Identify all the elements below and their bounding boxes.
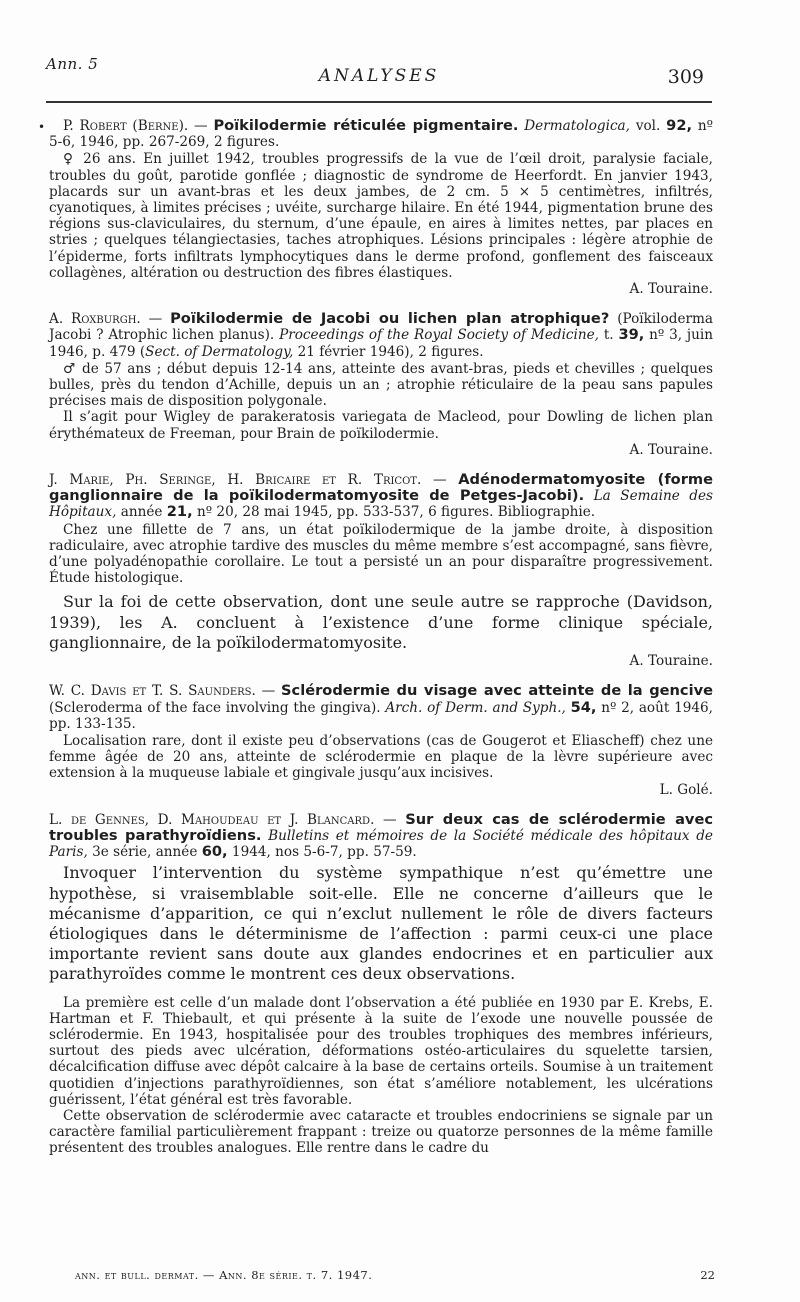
entry-heading: J. Marie, Ph. Seringe, H. Bricaire et R. Tricot. — Adénodermatomyosite (forme ganglionnaire de la poïkilodermatomyosite de Petges-Jacobi). La Semaine des Hôpitaux, année 21, nº 20, 28 mai 1945, pp. 533-537, 6 figures. Bibliographie. [49,471,714,521]
page-number: 309 [667,66,704,88]
entry-signature: A. Touraine. [629,281,713,298]
entry-authors: P. Robert (Berne). [63,118,189,134]
entry-source: Arch. of Derm. and Syph., [385,699,566,716]
entry-volume: 39, [618,326,645,344]
margin-mark: • [38,120,46,134]
abstract-entry [49,118,713,297]
entry-paragraph: La première est celle d’un malade dont l’observation a été publiée en 1930 par E. Krebs, E. Hartman et F. Thiebault, et qui présente à la suite de l’exode une nouvelle poussée de sclérodermie. En 1943, hospitalisée pour des troubles trophiques des membres inférieurs, surtout des pieds avec ulcération, déformations ostéo-articulaires du squelette tarsien, décalcification diffuse avec dépôt calcaire à la base de certains orteils. Soumise à un traitement quotidien d’injections parathyroïdiennes, son état s’améliore notablement, les ulcérations guérissent, l’état général est très favorable. [49,994,713,1108]
entry-source: Proceedings of the Royal Society of Medicine, [279,327,600,344]
entry-ref-pre: t. [603,327,614,344]
entry-ref-pre: 3e série, année [92,844,198,861]
entry-source: Dermatologica, [524,118,630,134]
entry-source: La Semaine des Hôpitaux, [49,488,713,521]
entry-heading: L. de Gennes, D. Mahoudeau et J. Blancard. — Sur deux cas de sclérodermie avec troubles parathyroïdiens. Bulletins et mémoires de la Société médicale des hôpitaux de Paris, 3e série, année 60, 1944, nos 5-6-7, pp. 57-59. [49,810,713,861]
entry-authors: A. Roxburgh. [49,311,141,328]
entry-volume: 21, [166,503,193,521]
abstract-entry [49,311,713,458]
entry-ref: 1944, nos 5-6-7, pp. 57-59. [231,844,417,861]
abstract-entry [49,472,713,669]
entry-ref: nº 3, juin 1946, p. 479 ( [49,327,713,360]
entry-title: Poïkilodermie réticulée pigmentaire. [213,117,519,134]
entry-ref-pre: année [120,504,163,521]
entry-paragraph: Chez une fillette de 7 ans, un état poïkilodermique de la jambe droite, à disposition radiculaire, avec atrophie tardive des muscles du même membre s’est accompagné, sans fièvre, d’une polyadénopathie corollaire. Le tout a persisté un an pour disparaître progressivement. Étude histologique. [49,521,713,587]
entry-signature: L. Golé. [659,781,713,798]
entry-volume: 92, [666,117,693,134]
entry-paragraph: Cette observation de sclérodermie avec cataracte et troubles endocriniens se signale par un caractère familial particulièrement frappant : treize ou quatorze personnes de la même famille présentent des troubles analogues. Elle rentre dans le cadre du [49,1107,713,1157]
entry-title: Adénodermatomyosite (forme ganglionnaire de la poïkilodermatomyosite de Petges-Jacobi). [49,471,714,505]
entry-volume: 54, [570,698,597,716]
entry-authors: W. C. Davis et T. S. Saunders. [49,683,256,700]
entry-ref-pre: vol. [635,118,661,134]
page-footer [75,1268,715,1282]
abstract-entry [49,683,713,797]
entry-heading: A. Roxburgh. — Poïkilodermie de Jacobi ou lichen plan atrophique? (Poïkiloderma Jacobi ? Atrophic lichen planus). Proceedings of the Royal Society of Medicine, t. 39, nº 3, juin 1946, p. 479 (Sect. of Dermatology, 21 février 1946), 2 figures. [49,310,713,360]
entry-authors: L. de Gennes, D. Mahoudeau et J. Blancard. [49,811,375,828]
entry-paragraph: Localisation rare, dont il existe peu d’observations (cas de Gougerot et Eliascheff) chez une femme âgée de 20 ans, atteinte de sclérodermie en plaque de la lèvre supérieure avec extension à la muqueuse labiale et gingivale jusqu’aux incisives. [49,732,713,782]
entry-authors: J. Marie, Ph. Seringe, H. Bricaire et R. Tricot. [49,472,422,489]
entry-heading: P. Robert (Berne). — Poïkilodermie réticulée pigmentaire. Dermatologica, vol. 92, nº 5-6, 1946, pp. 267-269, 2 figures. [49,117,713,151]
entry-signature: A. Touraine. [629,653,713,670]
footer-signature-mark: 22 [700,1268,715,1282]
entry-ref-end: 21 février 1946), 2 figures. [297,343,484,360]
running-title: ANALYSES [318,66,440,86]
entry-ref-italic: Sect. of Dermatology, [145,343,294,360]
entry-ref: nº 20, 28 mai 1945, pp. 533-537, 6 figures. Bibliographie. [196,504,596,521]
entry-signature: A. Touraine. [629,441,713,458]
entry-heading: W. C. Davis et T. S. Saunders. — Sclérodermie du visage avec atteinte de la gencive (Scleroderma of the face involving the gingiva). Arch. of Derm. and Syph., 54, nº 2, août 1946, pp. 133-135. [49,682,713,732]
entry-title: Sur deux cas de sclérodermie avec troubles parathyroïdiens. [49,810,713,844]
entry-paragraph: ♂ de 57 ans ; début depuis 12-14 ans, atteinte des avant-bras, pieds et chevilles ; quelques bulles, près du tendon d’Achille, depuis un an ; atrophie réticulaire de la peau sans papules précises mais de disposition polygonale. [49,360,713,410]
header-rule [46,101,712,103]
entry-translated-title: (Poïkiloderma Jacobi ? Atrophic lichen planus). [49,311,713,344]
abstract-entry [49,812,713,1157]
running-header [46,66,712,102]
volume-mark: Ann. 5 [46,55,99,73]
entry-source: Bulletins et mémoires de la Société médicale des hôpitaux de Paris, [49,827,713,861]
entry-ref: nº 2, août 1946, pp. 133-135. [49,699,713,732]
entry-paragraph: Invoquer l’intervention du système sympathique n’est qu’émettre une hypothèse, si vraisemblable soit-elle. Elle ne concerne d’ailleurs que le mécanisme d’apparition, ce qui n’exclut nullement le rôle de divers facteurs étiologiques dans le déterminisme de l’affection : parmi ceux-ci une place importante revient sans doute aux glandes endocrines et en particulier aux parathyroïdes comme le montrent ces deux observations. [49,863,713,984]
article-column [49,118,713,1171]
entry-title: Poïkilodermie de Jacobi ou lichen plan atrophique? [170,310,610,328]
entry-paragraph: Il s’agit pour Wigley de parakeratosis variegata de Macleod, pour Dowling de lichen plan érythémateux de Freeman, pour Brain de poïkilodermie. [49,409,713,442]
entry-title: Sclérodermie du visage avec atteinte de la gencive [281,682,713,700]
entry-ref: nº 5-6, 1946, pp. 267-269, 2 figures. [49,118,713,151]
entry-translated-title: (Scleroderma of the face involving the gingiva). [49,699,381,716]
entry-volume: 60, [201,843,228,861]
entry-paragraph: ♀ 26 ans. En juillet 1942, troubles progressifs de la vue de l’œil droit, paralysie faciale, troubles du goût, parotide gonflée ; diagnostic de syndrome de Heerfordt. En janvier 1943, placards sur un avant-bras et les deux jambes, de 2 cm. 5 × 5 centimètres, infiltrés, cyanotiques, à limites précises ; uvéite, surcharge hilaire. En été 1944, pigmentation brune des régions sus-claviculaires, du sternum, d’une épaule, en aires à limites nettes, par places en stries ; quelques télangiectasies, taches atrophiques. Lésions principales : légère atrophie de l’épiderme, forts infiltrats lymphocytiques dans le derme profond, gonflement des faisceaux collagènes, altération ou destruction des fibres élastiques. [49,151,713,281]
entry-paragraph: Sur la foi de cette observation, dont une seule autre se rapproche (Davidson, 1939), les A. concluent à l’existence d’une forme clinique spéciale, ganglionnaire, de la poïkilodermatomyosite. [49,592,713,652]
footer-citation: ann. et bull. dermat. — Ann. 8e série. t. 7. 1947. [75,1268,373,1282]
